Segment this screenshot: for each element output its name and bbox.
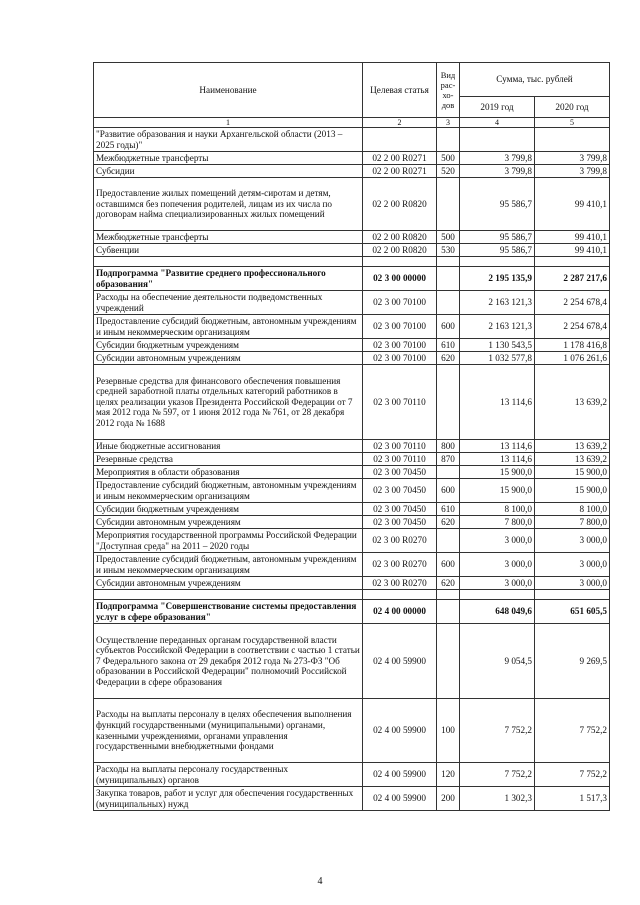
row-sum-2020: 99 410,1	[535, 178, 610, 231]
header-expense-type: Вид рас- хо- дов	[437, 63, 460, 118]
row-sum-2019: 15 900,0	[460, 479, 535, 503]
row-expense-type: 870	[437, 453, 460, 466]
row-sum-2019: 7 800,0	[460, 516, 535, 529]
empty-cell	[94, 590, 363, 600]
row-target-code: 02 3 00 70450	[363, 516, 437, 529]
row-sum-2020: 1 178 416,8	[535, 339, 610, 352]
row-sum-2020: 15 900,0	[535, 466, 610, 479]
row-expense-type	[437, 128, 460, 152]
row-expense-type: 530	[437, 244, 460, 257]
empty-cell	[363, 590, 437, 600]
row-sum-2020: 99 410,1	[535, 244, 610, 257]
row-name: Предоставление субсидий бюджетным, автономным учреждениям и иным некоммерческим организациям	[94, 479, 363, 503]
row-target-code: 02 4 00 59900	[363, 787, 437, 811]
table-row	[94, 699, 610, 763]
row-sum-2020: 2 254 678,4	[535, 291, 610, 315]
row-expense-type	[437, 600, 460, 624]
row-sum-2020: 3 000,0	[535, 553, 610, 577]
row-name: Предоставление жилых помещений детям-сиротам и детям, оставшимся без попечения родителей, лицам из их числа по договорам найма специализированных жилых помещений	[94, 178, 363, 231]
row-target-code: 02 4 00 00000	[363, 600, 437, 624]
row-expense-type: 620	[437, 516, 460, 529]
header-sum: Сумма, тыс. рублей	[460, 63, 610, 97]
row-sum-2020: 3 000,0	[535, 529, 610, 553]
spacer-row	[94, 257, 610, 267]
table-row	[94, 466, 610, 479]
table-row	[94, 178, 610, 231]
row-target-code: 02 3 00 70100	[363, 339, 437, 352]
row-target-code: 02 3 00 R0270	[363, 553, 437, 577]
row-expense-type: 500	[437, 231, 460, 244]
row-expense-type: 800	[437, 440, 460, 453]
row-target-code: 02 3 00 70110	[363, 453, 437, 466]
row-target-code: 02 3 00 R0270	[363, 577, 437, 590]
empty-cell	[460, 257, 535, 267]
row-expense-type: 610	[437, 503, 460, 516]
empty-cell	[363, 257, 437, 267]
row-target-code	[363, 128, 437, 152]
row-sum-2019: 2 195 135,9	[460, 267, 535, 291]
table-body	[94, 128, 610, 811]
row-name: Иные бюджетные ассигнования	[94, 440, 363, 453]
empty-cell	[94, 257, 363, 267]
row-sum-2019	[460, 128, 535, 152]
table-row	[94, 128, 610, 152]
row-name: Субсидии автономным учреждениям	[94, 577, 363, 590]
column-number: 2	[363, 118, 437, 128]
row-name: Межбюджетные трансферты	[94, 231, 363, 244]
row-sum-2019: 95 586,7	[460, 244, 535, 257]
header-year-2019: 2019 год	[460, 97, 535, 118]
row-name: "Развитие образования и науки Архангельской области (2013 – 2025 годы)"	[94, 128, 363, 152]
empty-cell	[437, 590, 460, 600]
table-row	[94, 479, 610, 503]
row-sum-2019: 648 049,6	[460, 600, 535, 624]
table-row	[94, 787, 610, 811]
row-sum-2019: 3 799,8	[460, 165, 535, 178]
row-sum-2020: 1 517,3	[535, 787, 610, 811]
row-target-code: 02 3 00 70450	[363, 466, 437, 479]
row-sum-2020: 13 639,2	[535, 453, 610, 466]
row-name: Подпрограмма "Совершенствование системы предоставления услуг в сфере образования"	[94, 600, 363, 624]
table-row	[94, 529, 610, 553]
table-row	[94, 440, 610, 453]
row-name: Подпрограмма "Развитие среднего профессионального образования"	[94, 267, 363, 291]
row-expense-type	[437, 466, 460, 479]
row-name: Субсидии бюджетным учреждениям	[94, 339, 363, 352]
row-sum-2019: 95 586,7	[460, 178, 535, 231]
budget-table	[93, 62, 610, 811]
table-row	[94, 763, 610, 787]
row-target-code: 02 3 00 70110	[363, 365, 437, 440]
header-name: Наименование	[94, 63, 363, 118]
row-name: Мероприятия государственной программы Российской Федерации "Доступная среда" на 2011 – 2020 годы	[94, 529, 363, 553]
row-expense-type: 620	[437, 352, 460, 365]
row-name: Субвенции	[94, 244, 363, 257]
row-name: Субсидии автономным учреждениям	[94, 516, 363, 529]
header-code: Целевая статья	[363, 63, 437, 118]
row-name: Субсидии бюджетным учреждениям	[94, 503, 363, 516]
row-sum-2020: 7 800,0	[535, 516, 610, 529]
table-row	[94, 152, 610, 165]
column-number: 1	[94, 118, 363, 128]
table-row	[94, 365, 610, 440]
row-target-code: 02 3 00 70110	[363, 440, 437, 453]
row-target-code: 02 3 00 70100	[363, 291, 437, 315]
empty-cell	[437, 257, 460, 267]
row-sum-2020: 9 269,5	[535, 624, 610, 699]
row-sum-2019: 95 586,7	[460, 231, 535, 244]
row-sum-2020: 2 287 217,6	[535, 267, 610, 291]
row-sum-2020: 3 799,8	[535, 152, 610, 165]
row-sum-2019: 13 114,6	[460, 440, 535, 453]
table-row	[94, 291, 610, 315]
empty-cell	[535, 590, 610, 600]
row-sum-2020: 651 605,5	[535, 600, 610, 624]
row-target-code: 02 4 00 59900	[363, 699, 437, 763]
row-target-code: 02 3 00 70450	[363, 503, 437, 516]
row-name: Предоставление субсидий бюджетным, автономным учреждениям и иным некоммерческим организациям	[94, 553, 363, 577]
row-target-code: 02 3 00 00000	[363, 267, 437, 291]
row-sum-2020: 8 100,0	[535, 503, 610, 516]
row-expense-type	[437, 365, 460, 440]
row-sum-2019: 2 163 121,3	[460, 315, 535, 339]
column-number: 5	[535, 118, 610, 128]
row-target-code: 02 4 00 59900	[363, 763, 437, 787]
row-expense-type	[437, 529, 460, 553]
row-name: Резервные средства для финансового обеспечения повышения средней заработной платы отдельных категорий работников в целях реализации указов Президента Российской Федерации от 7 мая 2012 года № 597, от 1 июня 2012 года № 761, от 28 декабря 2012 года № 1688	[94, 365, 363, 440]
header-year-2020: 2020 год	[535, 97, 610, 118]
table-row	[94, 553, 610, 577]
row-name: Мероприятия в области образования	[94, 466, 363, 479]
row-sum-2019: 3 000,0	[460, 553, 535, 577]
row-sum-2019: 8 100,0	[460, 503, 535, 516]
table-row	[94, 339, 610, 352]
row-name: Субсидии	[94, 165, 363, 178]
row-sum-2019: 2 163 121,3	[460, 291, 535, 315]
row-sum-2019: 3 799,8	[460, 152, 535, 165]
empty-cell	[460, 590, 535, 600]
row-name: Субсидии автономным учреждениям	[94, 352, 363, 365]
table-row	[94, 577, 610, 590]
row-sum-2019: 9 054,5	[460, 624, 535, 699]
table-row	[94, 267, 610, 291]
row-expense-type: 200	[437, 787, 460, 811]
row-sum-2019: 7 752,2	[460, 699, 535, 763]
row-name: Расходы на выплаты персоналу государственных (муниципальных) органов	[94, 763, 363, 787]
column-number: 3	[437, 118, 460, 128]
table-row	[94, 516, 610, 529]
row-expense-type: 600	[437, 479, 460, 503]
row-sum-2020: 13 639,2	[535, 440, 610, 453]
table-row	[94, 503, 610, 516]
row-target-code: 02 2 00 R0271	[363, 152, 437, 165]
row-expense-type	[437, 267, 460, 291]
table-row	[94, 244, 610, 257]
row-expense-type	[437, 178, 460, 231]
table-row	[94, 600, 610, 624]
column-number: 4	[460, 118, 535, 128]
row-sum-2019: 3 000,0	[460, 577, 535, 590]
row-expense-type: 100	[437, 699, 460, 763]
row-target-code: 02 3 00 70450	[363, 479, 437, 503]
row-expense-type	[437, 624, 460, 699]
row-sum-2020	[535, 128, 610, 152]
empty-cell	[535, 257, 610, 267]
row-sum-2019: 13 114,6	[460, 365, 535, 440]
row-name: Закупка товаров, работ и услуг для обеспечения государственных (муниципальных) нужд	[94, 787, 363, 811]
row-sum-2020: 2 254 678,4	[535, 315, 610, 339]
row-sum-2019: 1 302,3	[460, 787, 535, 811]
row-expense-type	[437, 291, 460, 315]
row-sum-2019: 13 114,6	[460, 453, 535, 466]
row-expense-type: 600	[437, 553, 460, 577]
table-row	[94, 624, 610, 699]
row-sum-2020: 7 752,2	[535, 699, 610, 763]
row-name: Осуществление переданных органам государственной власти субъектов Российской Федерации в соответствии с частью 1 статьи 7 Федерального закона от 29 декабря 2012 года № 273-ФЗ "Об образовании в Российской Федерации" полномочий Российской Федерации в сфере образования	[94, 624, 363, 699]
spacer-row	[94, 590, 610, 600]
row-sum-2019: 3 000,0	[460, 529, 535, 553]
table-row	[94, 165, 610, 178]
row-sum-2019: 7 752,2	[460, 763, 535, 787]
row-sum-2020: 7 752,2	[535, 763, 610, 787]
row-target-code: 02 2 00 R0820	[363, 178, 437, 231]
table-row	[94, 315, 610, 339]
row-name: Расходы на обеспечение деятельности подведомственных учреждений	[94, 291, 363, 315]
row-sum-2019: 15 900,0	[460, 466, 535, 479]
row-name: Расходы на выплаты персоналу в целях обеспечения выполнения функций государственными (муниципальными) органами, казенными учреждениями, органами управления государственными внебюджетными фондами	[94, 699, 363, 763]
row-target-code: 02 3 00 70100	[363, 352, 437, 365]
row-sum-2020: 3 799,8	[535, 165, 610, 178]
row-target-code: 02 3 00 70100	[363, 315, 437, 339]
row-sum-2019: 1 032 577,8	[460, 352, 535, 365]
row-target-code: 02 2 00 R0271	[363, 165, 437, 178]
row-target-code: 02 3 00 R0270	[363, 529, 437, 553]
row-expense-type: 610	[437, 339, 460, 352]
table-row	[94, 453, 610, 466]
row-name: Межбюджетные трансферты	[94, 152, 363, 165]
row-sum-2020: 3 000,0	[535, 577, 610, 590]
row-sum-2020: 99 410,1	[535, 231, 610, 244]
row-expense-type: 520	[437, 165, 460, 178]
table-row	[94, 231, 610, 244]
row-sum-2019: 1 130 543,5	[460, 339, 535, 352]
row-expense-type: 600	[437, 315, 460, 339]
row-sum-2020: 1 076 261,6	[535, 352, 610, 365]
row-target-code: 02 4 00 59900	[363, 624, 437, 699]
table-row	[94, 352, 610, 365]
row-expense-type: 500	[437, 152, 460, 165]
row-target-code: 02 2 00 R0820	[363, 231, 437, 244]
row-sum-2020: 13 639,2	[535, 365, 610, 440]
row-target-code: 02 2 00 R0820	[363, 244, 437, 257]
row-name: Предоставление субсидий бюджетным, автономным учреждениям и иным некоммерческим организациям	[94, 315, 363, 339]
row-expense-type: 120	[437, 763, 460, 787]
row-name: Резервные средства	[94, 453, 363, 466]
row-sum-2020: 15 900,0	[535, 479, 610, 503]
page-number: 4	[317, 876, 323, 887]
row-expense-type: 620	[437, 577, 460, 590]
